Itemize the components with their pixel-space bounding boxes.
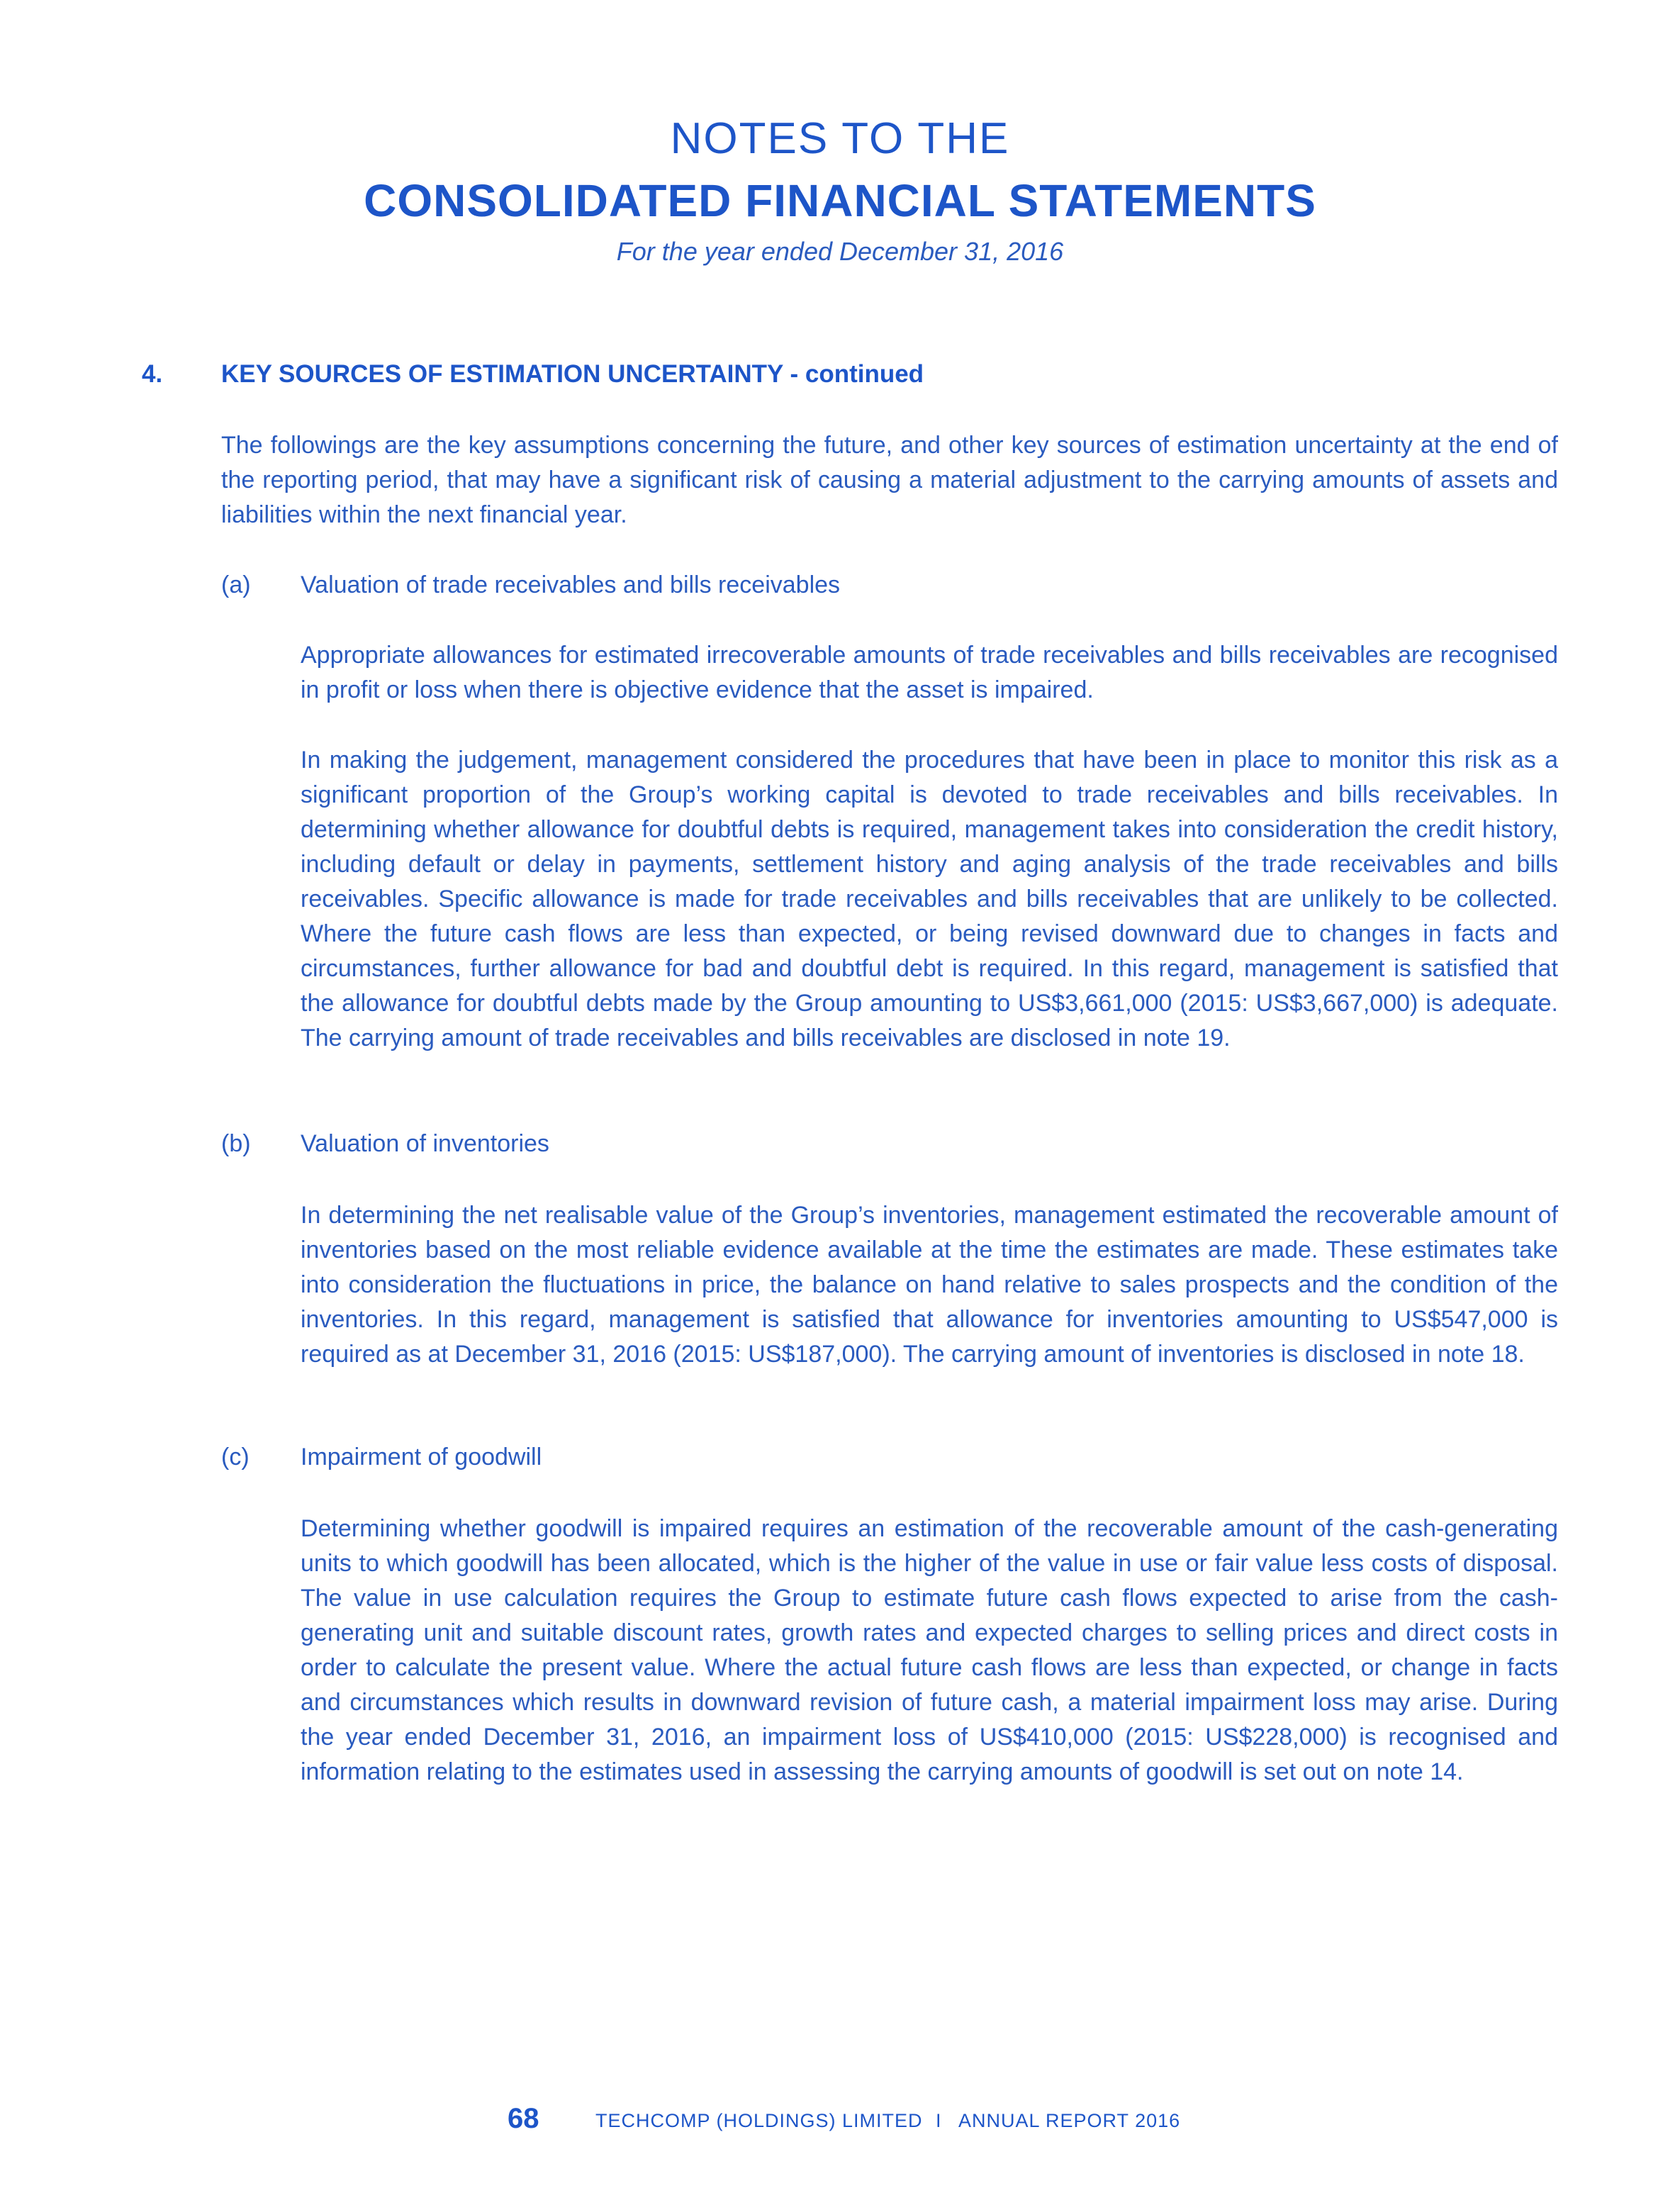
item-c-title: Impairment of goodwill bbox=[301, 1444, 542, 1470]
item-b-paragraph-1: In determining the net realisable value of the Group’s inventories, management estimated the recoverable amount of inventories based on the most reliable evidence available at the time the estimates are made. These estimates take into consideration the fluctuations in price, the balance on hand relative to sales prospects and the condition of the inventories. In this regard, management is satisfied that allowance for inventories amounting to US$547,000 is required as at December 31, 2016 (2015: US$187,000). The carrying amount of inventories is disclosed in note 18. bbox=[301, 1202, 1558, 1368]
item-c-label: (c) bbox=[221, 1444, 250, 1470]
item-a-title: Valuation of trade receivables and bills receivables bbox=[301, 571, 841, 598]
section-heading: KEY SOURCES OF ESTIMATION UNCERTAINTY - continued bbox=[221, 360, 924, 388]
footer-company: TECHCOMP (HOLDINGS) LIMITED bbox=[595, 2110, 923, 2131]
page-title-line2: CONSOLIDATED FINANCIAL STATEMENTS bbox=[364, 175, 1316, 226]
page-subtitle: For the year ended December 31, 2016 bbox=[616, 237, 1064, 266]
item-a-paragraph-1: Appropriate allowances for estimated irrecoverable amounts of trade receivables and bills receivables are recognised in profit or loss when there is objective evidence that the asset is impaired. bbox=[301, 642, 1558, 703]
footer-report-title: ANNUAL REPORT 2016 bbox=[958, 2110, 1181, 2131]
item-a-paragraph-2: In making the judgement, management considered the procedures that have been in place to monitor this risk as a significant proportion of the Group’s working capital is devoted to trade receivables and bills receivables. In determining whether allowance for doubtful debts is required, management takes into consideration the credit history, including default or delay in payments, settlement history and aging analysis of the trade receivables and bills receivables. Specific allowance is made for trade receivables and bills receivables that are unlikely to be collected. Where the future cash flows are less than expected, or being revised downward due to changes in facts and circumstances, further allowance for bad and doubtful debt is required. In this regard, management is satisfied that the allowance for doubtful debts made by the Group amounting to US$3,661,000 (2015: US$3,667,000) is adequate. The carrying amount of trade receivables and bills receivables are disclosed in note 19. bbox=[301, 747, 1558, 1051]
page-title-line1: NOTES TO THE bbox=[670, 114, 1010, 163]
item-b-title: Valuation of inventories bbox=[301, 1130, 549, 1157]
footer-separator: I bbox=[936, 2110, 941, 2131]
section-number: 4. bbox=[142, 360, 163, 388]
item-c-paragraph-1: Determining whether goodwill is impaired requires an estimation of the recoverable amount of the cash-generating units to which goodwill has been allocated, which is the higher of the value in use or fair value less costs of disposal. The value in use calculation requires the Group to estimate future cash flows expected to arise from the cash-generating unit and suitable discount rates, growth rates and expected charges to selling prices and direct costs in order to calculate the present value. Where the actual future cash flows are less than expected, or change in facts and circumstances which results in downward revision of future cash, a material impairment loss may arise. During the year ended December 31, 2016, an impairment loss of US$410,000 (2015: US$228,000) is recognised and information relating to the estimates used in assessing the carrying amounts of goodwill is set out on note 14. bbox=[301, 1515, 1558, 1785]
page-number: 68 bbox=[508, 2103, 539, 2134]
item-a-label: (a) bbox=[221, 571, 251, 598]
item-b-label: (b) bbox=[221, 1130, 251, 1157]
section-intro: The followings are the key assumptions concerning the future, and other key sources of estimation uncertainty at the end of the reporting period, that may have a significant risk of causing a material adjustment to the carrying amounts of assets and liabilities within the next financial year. bbox=[221, 432, 1558, 528]
